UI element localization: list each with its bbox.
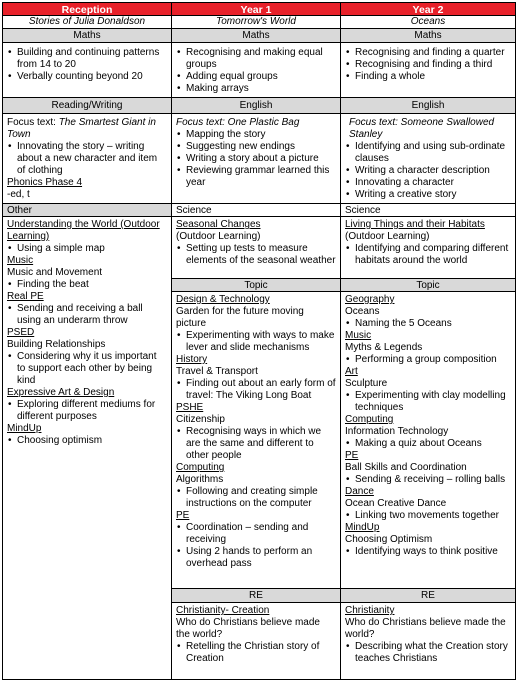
subject-subheading: Travel & Transport [176, 366, 258, 377]
subject-subheading: Myths & Legends [345, 342, 423, 353]
list-item: • Making arrays [176, 83, 336, 95]
list-item: • Performing a group composition [345, 354, 511, 366]
list-item: • Recognising ways in which we are the same and different to other people [176, 426, 336, 462]
subject-bullets [176, 426, 336, 462]
list-item: • Using a simple map [7, 243, 167, 255]
subject-bullets [345, 354, 511, 366]
english-heading-year1: English [171, 97, 341, 114]
phonics-heading: Phonics Phase 4 [7, 177, 83, 188]
subject-bullets [7, 303, 167, 327]
re-cell-year1 [171, 602, 341, 680]
maths-cell-year2 [340, 42, 516, 98]
english-list-reception [7, 141, 167, 177]
subject-heading: MindUp [345, 522, 380, 533]
topic-content-year2 [345, 294, 511, 558]
subject-heading: MindUp [7, 423, 42, 434]
other-heading: Other [2, 203, 172, 217]
subject-heading: Design & Technology [176, 294, 270, 305]
subject-subheading: Sculpture [345, 378, 388, 389]
list-item: • Using 2 hands to perform an overhead pass [176, 546, 336, 570]
list-item: • Finding out about an early form of travel: The Viking Long Boat [176, 378, 336, 402]
subject-heading: Real PE [7, 291, 44, 302]
science-cell-year2 [340, 216, 516, 279]
subject-bullets [176, 330, 336, 354]
english-heading-year2: English [340, 97, 516, 114]
list-item: • Following and creating simple instructions on the computer [176, 486, 336, 510]
subject-subheading: Information Technology [345, 426, 449, 437]
subject-bullets [345, 318, 511, 330]
subject-bullets [345, 390, 511, 414]
science-heading-year1: Science [171, 203, 341, 217]
subject-bullets [176, 522, 336, 570]
list-item: • Reviewing grammar learned this year [176, 165, 336, 189]
subject-heading: Music [7, 255, 34, 266]
list-item: • Sending and receiving a ball using an underarm throw [7, 303, 167, 327]
subject-subheading: Who do Christians believe made the world? [345, 617, 506, 640]
subject-bullets [345, 474, 511, 486]
focus-text-year1: Focus text: One Plastic Bag [176, 117, 300, 128]
maths-heading-reception: Maths [2, 28, 172, 43]
subject-bullets [345, 243, 511, 267]
science-content-year2 [345, 219, 511, 267]
topic-heading-year2: Topic [340, 278, 516, 292]
subject-heading: PE [345, 450, 359, 461]
list-item: • Choosing optimism [7, 435, 167, 447]
maths-heading-year1: Maths [171, 28, 341, 43]
subject-bullets [345, 641, 511, 665]
science-heading-year2: Science [340, 203, 516, 217]
maths-list-year2 [345, 47, 511, 83]
subject-bullets [176, 378, 336, 402]
header-year2: Year 2 [340, 2, 516, 16]
header-year1: Year 1 [171, 2, 341, 16]
list-item: • Considering why it us important to support each other by being kind [7, 351, 167, 387]
column-year1 [171, 2, 341, 680]
list-item: • Adding equal groups [176, 71, 336, 83]
subject-heading: Expressive Art & Design [7, 387, 115, 398]
english-list-year1 [176, 129, 336, 189]
focus-text-year2: Focus text: Someone Swallowed Stanley [349, 117, 495, 140]
list-item: • Finding a whole [345, 71, 511, 83]
list-item: • Experimenting with clay modelling techniques [345, 390, 511, 414]
subject-subheading: (Outdoor Learning) [176, 231, 261, 242]
subject-heading: Geography [345, 294, 395, 305]
subject-heading: Music [345, 330, 372, 341]
reading-writing-heading: Reading/Writing [2, 97, 172, 114]
list-item: • Writing a creative story [345, 189, 511, 201]
list-item: • Recognising and finding a quarter [345, 47, 511, 59]
subject-bullets [7, 435, 167, 447]
topic-content-year1 [176, 294, 336, 570]
list-item: • Mapping the story [176, 129, 336, 141]
subject-heading: Dance [345, 486, 374, 497]
subject-subheading: Building Relationships [7, 339, 106, 350]
theme-year2: Oceans [340, 15, 516, 29]
column-reception [2, 2, 172, 680]
list-item: • Recognising and finding a third [345, 59, 511, 71]
science-content-year1 [176, 219, 336, 267]
header-reception: Reception [2, 2, 172, 16]
list-item: • Coordination – sending and receiving [176, 522, 336, 546]
list-item: • Naming the 5 Oceans [345, 318, 511, 330]
english-cell-year1 [171, 113, 341, 204]
subject-subheading: (Outdoor Learning) [345, 231, 430, 242]
reading-writing-cell [2, 113, 172, 204]
list-item: • Innovating a character [345, 177, 511, 189]
subject-bullets [345, 510, 511, 522]
list-item: • Recognising and making equal groups [176, 47, 336, 71]
english-cell-year2 [340, 113, 516, 204]
subject-bullets [345, 438, 511, 450]
list-item: • Verbally counting beyond 20 [7, 71, 167, 83]
list-item: • Finding the beat [7, 279, 167, 291]
other-subjects-reception [7, 219, 167, 447]
list-item: • Describing what the Creation story teaches Christians [345, 641, 511, 665]
subject-subheading: Who do Christians believe made the world? [176, 617, 320, 640]
list-item: • Suggesting new endings [176, 141, 336, 153]
list-item: • Identifying and using sub-ordinate clauses [345, 141, 511, 165]
subject-bullets [7, 243, 167, 255]
topic-cell-year2 [340, 291, 516, 589]
re-content-year1 [176, 605, 336, 665]
topic-heading-year1: Topic [171, 278, 341, 292]
subject-bullets [176, 641, 336, 665]
list-item: • Identifying ways to think positive [345, 546, 511, 558]
subject-subheading: Choosing Optimism [345, 534, 433, 545]
column-year2 [340, 2, 516, 680]
theme-year1: Tomorrow's World [171, 15, 341, 29]
subject-bullets [7, 279, 167, 291]
subject-heading: Christianity [345, 605, 395, 616]
subject-subheading: Ball Skills and Coordination [345, 462, 467, 473]
subject-subheading: Oceans [345, 306, 380, 317]
subject-subheading: Ocean Creative Dance [345, 498, 447, 509]
subject-heading: Christianity- Creation [176, 605, 270, 616]
subject-heading: PE [176, 510, 190, 521]
list-item: • Innovating the story – writing about a new character and item of clothing [7, 141, 167, 177]
subject-heading: Computing [176, 462, 225, 473]
list-item: • Retelling the Christian story of Creation [176, 641, 336, 665]
maths-list-year1 [176, 47, 336, 95]
list-item: • Identifying and comparing different habitats around the world [345, 243, 511, 267]
subject-heading: Seasonal Changes [176, 219, 261, 230]
subject-subheading: Citizenship [176, 414, 225, 425]
subject-heading: Computing [345, 414, 394, 425]
list-item: • Building and continuing patterns from 14 to 20 [7, 47, 167, 71]
other-cell-reception [2, 216, 172, 680]
subject-bullets [345, 546, 511, 558]
maths-cell-reception [2, 42, 172, 98]
maths-list-reception [7, 47, 167, 83]
re-heading-year1: RE [171, 588, 341, 603]
subject-heading: Understanding the World (Outdoor Learning) [7, 219, 160, 242]
subject-bullets [7, 399, 167, 423]
science-cell-year1 [171, 216, 341, 279]
subject-heading: PSED [7, 327, 35, 338]
re-cell-year2 [340, 602, 516, 680]
list-item: • Exploring different mediums for different purposes [7, 399, 167, 423]
topic-cell-year1 [171, 291, 341, 589]
theme-reception: Stories of Julia Donaldson [2, 15, 172, 29]
focus-text-reception: Focus text: The Smartest Giant in Town [7, 117, 156, 140]
subject-heading: History [176, 354, 208, 365]
re-heading-year2: RE [340, 588, 516, 603]
re-content-year2 [345, 605, 511, 665]
phonics-detail: -ed, t [7, 189, 30, 200]
list-item: • Making a quiz about Oceans [345, 438, 511, 450]
list-item: • Writing a character description [345, 165, 511, 177]
subject-subheading: Music and Movement [7, 267, 103, 278]
list-item: • Linking two movements together [345, 510, 511, 522]
list-item: • Experimenting with ways to make lever and slide mechanisms [176, 330, 336, 354]
curriculum-table [2, 2, 516, 680]
maths-cell-year1 [171, 42, 341, 98]
subject-bullets [7, 351, 167, 387]
subject-subheading: Algorithms [176, 474, 224, 485]
list-item: • Writing a story about a picture [176, 153, 336, 165]
subject-bullets [176, 243, 336, 267]
english-list-year2 [345, 141, 511, 201]
subject-heading: Art [345, 366, 358, 377]
list-item: • Setting up tests to measure elements of the seasonal weather [176, 243, 336, 267]
subject-bullets [176, 486, 336, 510]
maths-heading-year2: Maths [340, 28, 516, 43]
list-item: • Sending & receiving – rolling balls [345, 474, 511, 486]
subject-heading: PSHE [176, 402, 204, 413]
subject-heading: Living Things and their Habitats [345, 219, 485, 230]
subject-subheading: Garden for the future moving picture [176, 306, 304, 329]
